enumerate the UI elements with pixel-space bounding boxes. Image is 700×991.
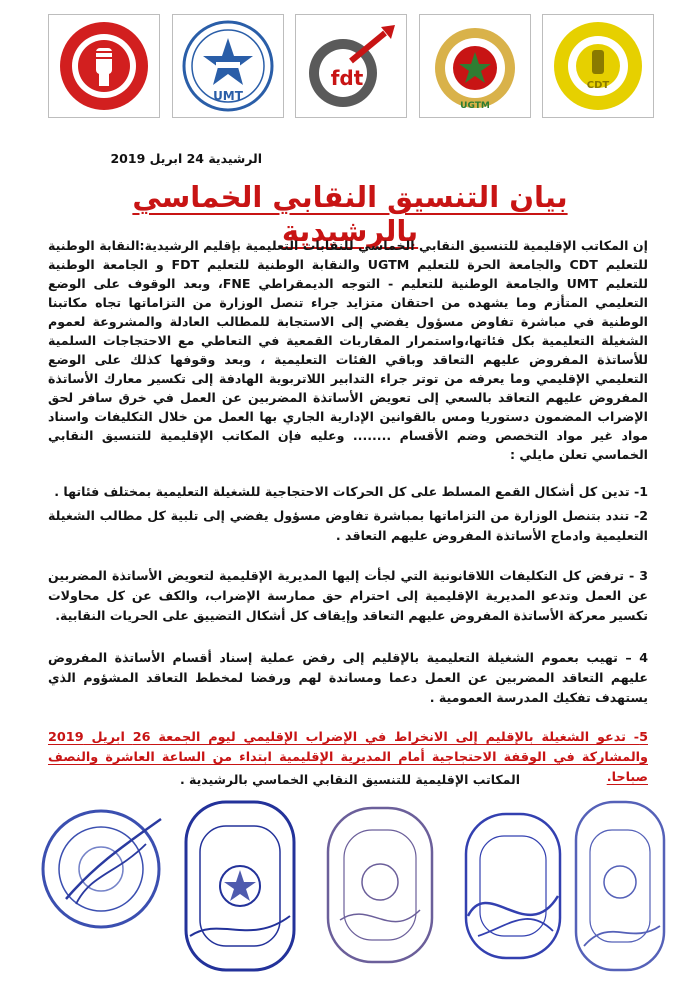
point-4: 4 – تهيب بعموم الشغيلة التعليمية بالإقليم إلى رفض عملية إسناد أقسام الأساتذة المفروض عليهم التعاقد المضربين عن العمل دعما ومساندة لهم ورفضا لمخطط التعاقد المشؤوم الذي يستهدف تفكيك المدرسة العمومية .: [48, 650, 648, 705]
svg-text:UGTM: UGTM: [459, 101, 490, 111]
document-date: الرشيدية 24 ابريل 2019: [110, 151, 262, 166]
point-3: 3 - ترفض كل التكليفات اللاقانونية التي لجأت إليها المديرية الإقليمية لتعويض الأساتذة المضربين عن العمل وتدعو المديرية الإقليمية إلى احترام حق ممارسة الإضراب، والكف عن كل محاولات تكسير معركة الأساتذة المفروض عليهم التعاقد وإيقاف كل أشكال التضييق على الحريات النقابية.: [48, 568, 648, 623]
point-2: 2- تندد بتنصل الوزارة من التزاماتها بمباشرة تفاوض مسؤول يفضي إلى تلبية كل مطالب الشغيلة التعليمية وادماج الأساتذة المفروض عليهم التعاقد .: [48, 508, 648, 543]
title-text: بيان التنسيق النقابي الخماسي بالرشيدية: [132, 180, 568, 248]
union-logos-row: [48, 14, 654, 118]
svg-text:UMT: UMT: [212, 89, 243, 103]
umt-logo: [172, 14, 284, 118]
stamp-umt-bureau-provincial: [36, 804, 166, 934]
stamp-umt-rachidia: [180, 796, 300, 976]
declaration-points: [48, 482, 648, 788]
point-1: 1- تدين كل أشكال القمع المسلط على كل الحركات الاحتجاجية للشغيلة التعليمية بمختلف فئاتها .: [54, 484, 648, 499]
stamps-row: [30, 796, 670, 986]
ugtm-logo: [419, 14, 531, 118]
stamp-fdt: [320, 800, 440, 970]
svg-text:CDT: CDT: [586, 80, 610, 91]
svg-text:fdt: fdt: [330, 66, 364, 90]
point-5-call-to-action: 5- تدعو الشغيلة بالإقليم إلى الانخراط في الإضراب الإقليمي ليوم الجمعة 26 ابريل 2019 والمشاركة في الوقفة الاحتجاجية أمام المديرية الإقليمية ابتداء من الساعة العاشرة والنصف صباحا.: [48, 730, 648, 785]
cdt-logo: [542, 14, 654, 118]
stamp-ugtm: [458, 806, 568, 966]
intro-paragraph: إن المكاتب الإقليمية للتنسيق النقابي الخماسي للنقابات التعليمية بإقليم الرشيدية:النقابة الوطنية للتعليم CDT والجامعة الحرة للتعليم UGTM والنقابة الوطنية للتعليم FDT و الجامعة الوطنية للتعليم UMT والجامعة الوطنية للتعليم - التوجه الديمقراطي FNE، وبعد الوقوف على الوضع التعليمي المتأزم وما يشهده من احتقان متزايد جراء تنصل الوزارة من التزاماتها تجاه مكاتبنا الوطنية في مباشرة تفاوض مسؤول يفضي إلى الاستجابة للمطالب العادلة والمشروعة لعموم الشغيلة التعليمية بكل فئاتها،واستمرار المقاربات القمعية في التعاطي مع الاحتجاجات السلمية للأساتذة المفروض عليهم التعاقد وباقي الفئات التعليمية ، وبعد وقوفها كذلك على الوضع التعليمي الإقليمي وما يعرفه من توتر جراء التدابير اللاتربوية الهادفة إلى تكسير معارك الأساتذة المفروض عليهم التعاقد بالسعي إلى تعويض الأساتذة المضربين عن العمل في خرق سافر لحق الإضراب المضمون دستوريا ومس بالقوانين الإدارية الجاري بها العمل من خلال التكليفات واسناد مواد غير مواد التخصص وضم الأقسام ........ وعليه فإن المكاتب الإقليمية للتنسيق النقابي الخماسي تعلن مايلي :: [48, 238, 648, 462]
stamp-cdt: [570, 796, 670, 976]
signatory-line: المكاتب الإقليمية للتنسيق النقابي الخماسي بالرشيدية .: [179, 772, 521, 787]
fne-logo: [48, 14, 160, 118]
fdt-logo: [295, 14, 407, 118]
